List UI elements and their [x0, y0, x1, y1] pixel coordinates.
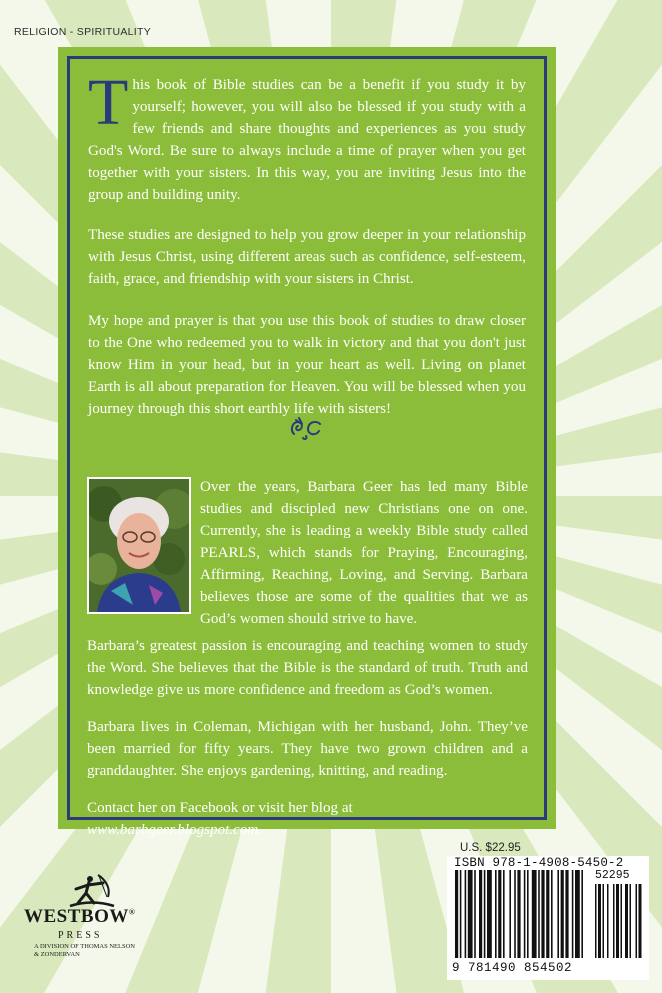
- barcode-bar: [514, 870, 516, 958]
- barcode-bar: [565, 870, 568, 958]
- intro-paragraph-1: This book of Bible studies can be a benefit if you study it by yourself; however, you will also be blessed if you study with a few friends and share thoughts and experiences as you study God's Word. Be sure to always include a time of prayer when you get together with your sisters. In this way, you are inviting Jesus into the group and building unity.: [88, 66, 526, 203]
- drop-cap: T: [88, 66, 129, 139]
- publisher-name: WESTBOW®: [24, 906, 136, 927]
- barcode-bar: [557, 870, 559, 958]
- barcode-bar: [546, 870, 549, 958]
- intro-paragraph-3: My hope and prayer is that you use this book of studies to draw closer to the One who redeemed you to walk in victory and that you don't just know Him in your head, but in your heart as well. Living on planet Earth is all about preparation for Heaven. You will be blessed when you journey through this short earthly life with sisters!: [88, 313, 526, 417]
- barcode-bar: [495, 870, 497, 958]
- category-label: RELIGION - SPIRITUALITY: [14, 26, 152, 38]
- bio-paragraph-1: Over the years, Barbara Geer has led many Bible studies and discipled new Christians one on one. Currently, she is leading a weekly Bible study called PEARLS, which stands for Praying, Encouraging, Affirming, Reaching, Loving, and Serving. Barbara believes those are some of the qualities that we as God’s women should strive to have.: [200, 479, 528, 627]
- isbn-number: ISBN 978-1-4908-5450-2: [454, 856, 624, 870]
- barcode-bar: [595, 884, 597, 958]
- archer-icon: [68, 873, 116, 909]
- barcode-bar: [621, 884, 623, 958]
- barcode-bar: [455, 870, 458, 958]
- barcode-bar: [465, 870, 467, 958]
- barcode-bar: [503, 870, 505, 958]
- barcode-bar: [630, 884, 632, 958]
- barcode-bar: [541, 870, 544, 958]
- barcode-bar: [498, 870, 501, 958]
- barcode-bar: [636, 884, 638, 958]
- publisher-sub: PRESS: [58, 930, 103, 941]
- bio-continued: [87, 635, 528, 856]
- barcode-bar: [484, 870, 486, 958]
- contact-line: Contact her on Facebook or visit her blog at www.barbgeer.blogspot.com.: [87, 800, 353, 838]
- barcode-bar: [613, 884, 615, 958]
- publisher-division-2: & ZONDERVAN: [34, 951, 80, 958]
- intro-paragraph-2: These studies are designed to help you grow deeper in your relationship with Jesus Christ, using different areas such as confidence, self-esteem, faith, grace, and friendship with your sisters in Christ.: [88, 227, 526, 287]
- barcode-bar: [517, 870, 520, 958]
- barcode-bar: [607, 884, 609, 958]
- barcode-bar: [572, 870, 574, 958]
- price-label: U.S. $22.95: [460, 842, 521, 854]
- barcode-bar: [474, 870, 476, 958]
- barcode-bar: [509, 870, 511, 958]
- barcode-bar: [487, 870, 492, 958]
- ean5-digits: 52295: [595, 869, 630, 882]
- barcode-bar: [532, 870, 537, 958]
- bio-paragraph-3: Barbara lives in Coleman, Michigan with her husband, John. They’ve been married for fifty years. They have two grown children and a granddaughter. She enjoys gardening, knitting, and reading.: [87, 719, 528, 779]
- barcode-bar: [625, 884, 628, 958]
- barcode-bar: [616, 884, 619, 958]
- publisher-division-1: A DIVISION OF THOMAS NELSON: [34, 943, 135, 950]
- blog-url[interactable]: www.barbgeer.blogspot.com.: [87, 822, 262, 838]
- barcode-bar: [551, 870, 553, 958]
- barcode-bar: [561, 870, 564, 958]
- barcode-bar: [639, 884, 642, 958]
- bio-paragraph-2: Barbara’s greatest passion is encouraging and teaching women to study the Word. She believes that the Bible is the standard of truth. Truth and knowledge give us more confidence and freedom as God’s women.: [87, 638, 528, 698]
- barcode-bars: [455, 870, 645, 962]
- barcode-bar: [524, 870, 526, 958]
- barcode-bar: [527, 870, 529, 958]
- author-photo: [87, 477, 191, 614]
- barcode-bar: [479, 870, 482, 958]
- barcode-bar: [598, 884, 601, 958]
- intro-text: [88, 66, 526, 420]
- barcode-bar: [538, 870, 540, 958]
- flourish-ornament-icon: [286, 414, 326, 442]
- barcode-bar: [460, 870, 462, 958]
- barcode-bar: [468, 870, 473, 958]
- barcode-bar: [603, 884, 605, 958]
- barcode-bar: [581, 870, 583, 958]
- barcode-bar: [575, 870, 580, 958]
- ean13-digits: 9 781490 854502: [452, 961, 573, 975]
